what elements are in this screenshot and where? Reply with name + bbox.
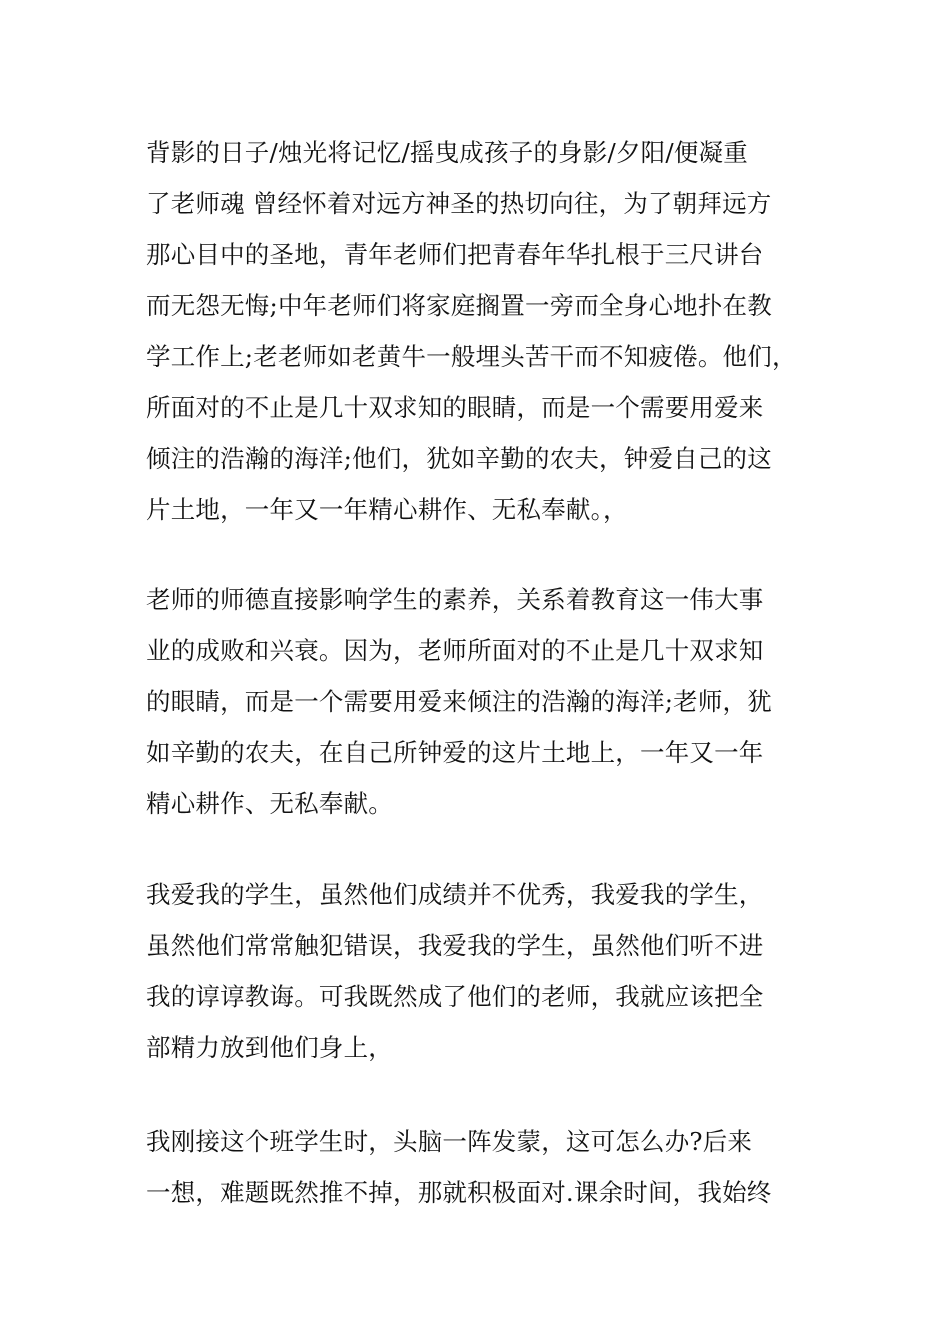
text-line: 精心耕作、无私奉献。 — [146, 789, 393, 818]
text-line: 所面对的不止是几十双求知的眼睛，而是一个需要用爱来 — [146, 393, 764, 422]
text-line: 一想，难题既然推不掉，那就积极面对.课余时间，我始终 — [146, 1178, 772, 1207]
text-line: 那心目中的圣地，青年老师们把青春年华扎根于三尺讲台 — [146, 240, 764, 269]
text-line: 如辛勤的农夫，在自己所钟爱的这片土地上，一年又一年 — [146, 738, 764, 767]
text-line: 倾注的浩瀚的海洋;他们，犹如辛勤的农夫，钟爱自己的这 — [146, 444, 772, 473]
text-line: 片土地，一年又一年精心耕作、无私奉献。， — [146, 495, 628, 524]
text-line: 而无怨无悔;中年老师们将家庭搁置一旁而全身心地扑在教 — [146, 291, 772, 320]
paragraph-3 — [146, 869, 816, 1073]
text-line: 我爱我的学生，虽然他们成绩并不优秀，我爱我的学生， — [146, 880, 764, 909]
text-line: 背影的日子/烛光将记忆/摇曳成孩子的身影/夕阳/便凝重 — [146, 138, 748, 167]
text-line: 虽然他们常常触犯错误，我爱我的学生，虽然他们听不进 — [146, 931, 764, 960]
text-line: 老师的师德直接影响学生的素养，关系着教育这一伟大事 — [146, 585, 764, 614]
text-line: 业的成败和兴衰。因为，老师所面对的不止是几十双求知 — [146, 636, 764, 665]
paragraph-4 — [146, 1116, 816, 1218]
paragraph-1 — [146, 127, 816, 535]
paragraph-2 — [146, 574, 816, 829]
text-line: 我刚接这个班学生时，头脑一阵发蒙，这可怎么办?后来 — [146, 1127, 753, 1156]
text-line: 部精力放到他们身上， — [146, 1033, 393, 1062]
text-line: 了老师魂 曾经怀着对远方神圣的热切向往，为了朝拜远方 — [146, 189, 772, 218]
text-line: 的眼睛，而是一个需要用爱来倾注的浩瀚的海洋;老师，犹 — [146, 687, 772, 716]
text-line: 学工作上;老老师如老黄牛一般埋头苦干而不知疲倦。他们， — [146, 342, 797, 371]
text-line: 我的谆谆教诲。可我既然成了他们的老师，我就应该把全 — [146, 982, 764, 1011]
